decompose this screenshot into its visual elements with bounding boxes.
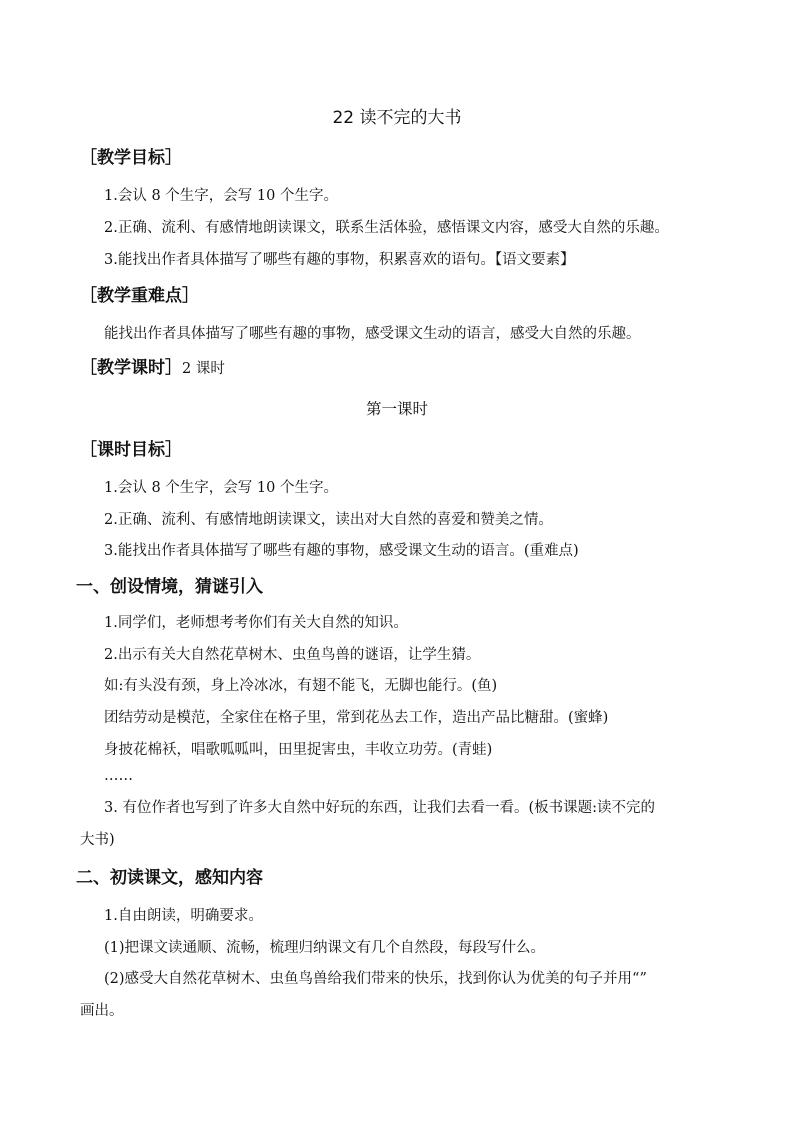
part-two-line-3-cont: 画出。 bbox=[80, 1003, 124, 1019]
part-two-line-3: (2)感受大自然花草树木、虫鱼鸟兽给我们带来的快乐，找到你认为优美的句子并用“” bbox=[104, 971, 647, 987]
part-one-line-3-cont: 大书) bbox=[80, 832, 115, 848]
part-two-heading: 二、初读课文，感知内容 bbox=[76, 868, 263, 888]
objectives-heading: ［教学目标］ bbox=[80, 148, 182, 168]
lesson-objective-2: 2.正确、流利、有感情地朗读课文，读出对大自然的喜爱和赞美之情。 bbox=[104, 512, 553, 528]
riddle-bee: 团结劳动是模范，全家住在格子里，常到花丛去工作，造出产品比糖甜。(蜜蜂) bbox=[104, 710, 609, 726]
objective-item-3: 3.能找出作者具体描写了哪些有趣的事物，积累喜欢的语句。【语文要素】 bbox=[104, 252, 575, 268]
riddle-fish: 如:有头没有颈，身上冷冰冰，有翅不能飞，无脚也能行。(鱼) bbox=[104, 678, 498, 694]
part-one-line-1: 1.同学们，老师想考考你们有关大自然的知识。 bbox=[104, 615, 408, 631]
lesson-objective-3: 3.能找出作者具体描写了哪些有趣的事物，感受课文生动的语言。(重难点) bbox=[104, 543, 579, 559]
lesson-one-title: 第一课时 bbox=[365, 400, 428, 418]
lesson-title: 22 读不完的大书 bbox=[332, 108, 462, 128]
ellipsis: …… bbox=[104, 768, 133, 784]
part-two-line-2: (1)把课文读通顺、流畅，梳理归纳课文有几个自然段，每段写什么。 bbox=[104, 940, 546, 956]
hours-heading bbox=[80, 356, 225, 381]
hours-value: 2 课时 bbox=[182, 361, 225, 377]
objective-item-2: 2.正确、流利、有感情地朗读课文，联系生活体验，感悟课文内容，感受大自然的乐趣。 bbox=[104, 220, 669, 236]
part-one-line-3: 3. 有位作者也写到了许多大自然中好玩的东西，让我们去看一看。(板书课题:读不完的 bbox=[104, 800, 655, 816]
hours-heading-label: ［教学课时］ bbox=[80, 358, 182, 378]
part-one-line-2: 2.出示有关大自然花草树木、虫鱼鸟兽的谜语，让学生猜。 bbox=[104, 647, 481, 663]
keypoints-text: 能找出作者具体描写了哪些有趣的事物，感受课文生动的语言，感受大自然的乐趣。 bbox=[104, 326, 641, 342]
lesson-objective-1: 1.会认 8 个生字，会写 10 个生字。 bbox=[104, 480, 338, 496]
part-two-line-1: 1.自由朗读，明确要求。 bbox=[104, 908, 263, 924]
part-one-heading: 一、创设情境，猜谜引入 bbox=[76, 577, 263, 597]
keypoints-heading: ［教学重难点］ bbox=[80, 286, 199, 306]
riddle-frog: 身披花棉袄，唱歌呱呱叫，田里捉害虫，丰收立功劳。(青蛙) bbox=[104, 742, 493, 758]
objective-item-1: 1.会认 8 个生字，会写 10 个生字。 bbox=[104, 188, 338, 204]
lesson-objectives-heading: ［课时目标］ bbox=[80, 440, 182, 460]
